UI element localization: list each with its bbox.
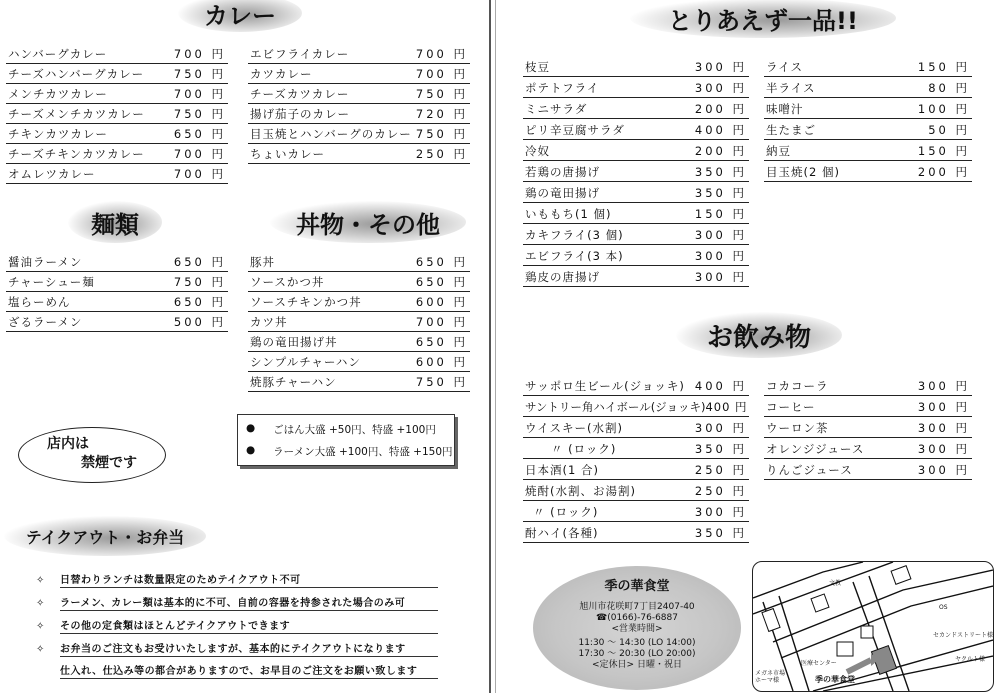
item-price: 400 円 [705, 400, 748, 414]
item-name: ミニサラダ [525, 102, 588, 116]
item-name: チャーシュー麺 [8, 275, 95, 289]
item-name: 焼豚チャーハン [250, 375, 337, 389]
item-price: 150 円 [917, 60, 970, 74]
item-price: 650 円 [415, 335, 468, 349]
takeout-text: 日替わりランチは数量限定のためテイクアウト不可 [60, 575, 301, 586]
item-name: ウイスキー(水割) [525, 421, 624, 435]
menu-row [523, 58, 749, 77]
menu-row [248, 313, 470, 332]
menu-row [764, 163, 972, 182]
item-price: 250 円 [694, 484, 747, 498]
item-name: 枝豆 [525, 60, 550, 74]
menu-row [248, 105, 470, 124]
no-smoking-sign [18, 427, 166, 483]
item-name: 鶏の竜田揚げ丼 [250, 335, 338, 349]
heading-drinks: お飲み物 [676, 312, 842, 358]
menu-row [248, 333, 470, 352]
diamond-icon: ✧ [36, 621, 45, 632]
closed-days: <定休日> 日曜・祝日 [592, 660, 682, 670]
item-price: 100 円 [917, 102, 970, 116]
item-price: 750 円 [415, 375, 468, 389]
item-name: 鶏の竜田揚げ [525, 186, 600, 200]
menu-row [6, 65, 228, 84]
item-name: 日本酒(1 合) [525, 463, 599, 477]
item-price: 150 円 [694, 207, 747, 221]
item-price: 300 円 [694, 505, 747, 519]
item-price: 400 円 [694, 379, 747, 393]
item-name: コーヒー [766, 400, 816, 414]
menu-row [248, 145, 470, 164]
item-name: ポテトフライ [525, 81, 600, 95]
hours-lunch: 11:30 〜 14:30 (LO 14:00) [578, 638, 696, 648]
item-price: 750 円 [173, 275, 226, 289]
menu-row [523, 503, 749, 522]
item-name: チーズカツカレー [250, 87, 350, 101]
item-price: 250 円 [694, 463, 747, 477]
menu-row [523, 226, 749, 245]
building [861, 626, 873, 638]
menu-row [764, 121, 972, 140]
hours-title: <営業時間> [611, 624, 663, 634]
item-name: りんごジュース [766, 463, 853, 477]
takeout-line [36, 571, 301, 586]
menu-row [764, 79, 972, 98]
item-price: 200 円 [694, 144, 747, 158]
item-name: オムレツカレー [8, 167, 96, 181]
takeout-line [36, 594, 405, 609]
item-price: 300 円 [694, 421, 747, 435]
item-name: ピリ辛豆腐サラダ [525, 123, 625, 137]
menu-row [248, 293, 470, 312]
heading-rice-bowls: 丼物・その他 [270, 201, 466, 243]
item-price: 720 円 [415, 107, 468, 121]
no-smoking-line2: 禁煙です [81, 455, 137, 471]
item-price: 600 円 [415, 295, 468, 309]
note-text: ごはん大盛 +50円、特盛 +100円 [273, 424, 436, 436]
item-price: 650 円 [173, 127, 226, 141]
menu-row [523, 268, 749, 287]
menu-row [248, 45, 470, 64]
menu-row [6, 105, 228, 124]
item-name: メンチカツカレー [8, 87, 108, 101]
item-name: 冷奴 [525, 144, 550, 158]
item-name: ハンバーグカレー [8, 47, 108, 61]
item-name: 豚丼 [250, 255, 275, 269]
diamond-icon: ✧ [36, 644, 45, 655]
item-name: コカコーラ [766, 379, 829, 393]
takeout-rule [60, 610, 438, 611]
menu-row [523, 440, 749, 459]
building [837, 642, 853, 656]
item-price: 400 円 [694, 123, 747, 137]
menu-row [523, 100, 749, 119]
map-label-shop: 季の華食堂 [815, 675, 855, 684]
note-line [246, 422, 436, 437]
menu-row [248, 373, 470, 392]
menu-row [248, 253, 470, 272]
menu-row [6, 293, 228, 312]
item-price: 300 円 [694, 249, 747, 263]
map-label-os: OS [939, 604, 948, 611]
heading-appetizers: とりあえず一品!! [630, 0, 896, 38]
item-price: 350 円 [694, 186, 747, 200]
diamond-icon: ✧ [36, 598, 45, 609]
menu-row [6, 125, 228, 144]
menu-row [6, 85, 228, 104]
item-price: 200 円 [917, 165, 970, 179]
item-price: 250 円 [415, 147, 468, 161]
item-name: チーズメンチカツカレー [8, 107, 145, 121]
takeout-text: ラーメン、カレー類は基本的に不可、自前の容器を持参された場合のみ可 [60, 598, 406, 609]
item-name: 醤油ラーメン [8, 255, 83, 269]
menu-row [523, 184, 749, 203]
heading-takeout: テイクアウト・お弁当 [4, 516, 206, 556]
item-price: 150 円 [917, 144, 970, 158]
item-name: シンプルチャーハン [250, 355, 361, 369]
arrow [847, 660, 871, 672]
menu-row [6, 45, 228, 64]
shop-phone: ☎(0166)-76-6887 [596, 613, 678, 623]
item-price: 50 円 [928, 123, 970, 137]
item-name: 鶏皮の唐揚げ [525, 270, 600, 284]
map-label-bunkyo: 文教 [829, 580, 842, 587]
item-price: 700 円 [173, 47, 226, 61]
item-price: 750 円 [415, 87, 468, 101]
menu-row [248, 65, 470, 84]
menu-row [764, 377, 972, 396]
diamond-icon: ✧ [36, 575, 45, 586]
bullet-icon: ● [246, 422, 256, 434]
shop-info-oval [533, 566, 741, 690]
page-divider [489, 0, 491, 693]
item-name: チーズハンバーグカレー [8, 67, 145, 81]
item-price: 300 円 [917, 400, 970, 414]
menu-row [523, 142, 749, 161]
menu-row [764, 58, 972, 77]
item-name: サッポロ生ビール(ジョッキ) [525, 379, 685, 393]
takeout-text: その他の定食類はほとんどテイクアウトできます [60, 621, 291, 632]
shop-name: 季の華食堂 [604, 579, 670, 594]
menu-row [523, 524, 749, 543]
menu-row [523, 121, 749, 140]
page-divider-shadow [495, 0, 496, 693]
building [811, 594, 829, 612]
menu-row [523, 247, 749, 266]
menu-row [523, 419, 749, 438]
note-text: ラーメン大盛 +100円、特盛 +150円 [273, 446, 453, 458]
item-price: 750 円 [415, 127, 468, 141]
item-name: ソースかつ丼 [250, 275, 325, 289]
takeout-rule [60, 656, 438, 657]
road [753, 562, 863, 598]
item-name: エビフライカレー [250, 47, 350, 61]
item-price: 650 円 [173, 255, 226, 269]
bullet-icon: ● [246, 444, 256, 456]
item-price: 700 円 [415, 67, 468, 81]
item-price: 750 円 [173, 107, 226, 121]
menu-row [523, 377, 749, 396]
item-name: 酎ハイ(各種) [525, 526, 599, 540]
item-price: 700 円 [173, 147, 226, 161]
takeout-line [36, 617, 290, 632]
item-price: 700 円 [415, 47, 468, 61]
item-price: 750 円 [173, 67, 226, 81]
item-name: 味噌汁 [766, 102, 804, 116]
menu-row [6, 165, 228, 184]
item-name: 生たまご [766, 123, 816, 137]
takeout-text: 仕入れ、仕込み等の都合がありますので、お早目のご注文をお願い致します [60, 666, 418, 677]
item-price: 500 円 [173, 315, 226, 329]
item-name: 目玉焼とハンバーグのカレー [250, 127, 412, 141]
menu-row [523, 398, 749, 417]
menu-row [764, 461, 972, 480]
building [891, 566, 911, 585]
item-price: 300 円 [917, 379, 970, 393]
menu-row [6, 313, 228, 332]
item-price: 300 円 [917, 421, 970, 435]
menu-row [764, 440, 972, 459]
item-name: オレンジジュース [766, 442, 865, 456]
note-line [246, 444, 453, 459]
item-name: ソースチキンかつ丼 [250, 295, 362, 309]
menu-row [764, 142, 972, 161]
item-name: カツ丼 [250, 315, 288, 329]
item-name: ざるラーメン [8, 315, 83, 329]
item-name: カキフライ(3 個) [525, 228, 624, 242]
menu-row [248, 273, 470, 292]
menu-row [523, 461, 749, 480]
menu-row [764, 398, 972, 417]
item-name: チーズチキンカツカレー [8, 147, 145, 161]
menu-row [6, 253, 228, 272]
item-name: チキンカツカレー [8, 127, 108, 141]
menu-row [6, 273, 228, 292]
menu-row [523, 79, 749, 98]
item-name: 揚げ茄子のカレー [250, 107, 350, 121]
item-price: 300 円 [694, 60, 747, 74]
item-name: カツカレー [250, 67, 313, 81]
map-label-center: 医療センター [801, 660, 837, 667]
item-price: 600 円 [415, 355, 468, 369]
item-name: 〃 (ロック) [551, 442, 617, 456]
shop-address: 旭川市花咲町7丁目2407-40 [579, 602, 695, 612]
location-map [752, 561, 994, 692]
menu-row [764, 419, 972, 438]
menu-row [248, 353, 470, 372]
item-name: 焼酎(水割、お湯割) [525, 484, 636, 498]
no-smoking-line1: 店内は [47, 436, 89, 452]
menu-row [523, 205, 749, 224]
item-name: サントリー角ハイボール(ジョッキ) [525, 400, 706, 414]
item-price: 350 円 [694, 442, 747, 456]
item-price: 300 円 [694, 228, 747, 242]
item-price: 80 円 [928, 81, 970, 95]
menu-row [6, 145, 228, 164]
hours-dinner: 17:30 〜 20:30 (LO 20:00) [578, 649, 696, 659]
takeout-line [36, 662, 417, 677]
item-price: 350 円 [694, 165, 747, 179]
item-name: 塩らーめん [8, 295, 71, 309]
takeout-rule [60, 633, 438, 634]
takeout-rule [60, 587, 438, 588]
item-price: 700 円 [173, 87, 226, 101]
item-price: 300 円 [694, 81, 747, 95]
item-name: 若鶏の唐揚げ [525, 165, 600, 179]
item-price: 700 円 [415, 315, 468, 329]
takeout-text: お弁当のご注文もお受けいたしますが、基本的にテイクアウトになります [60, 644, 406, 655]
item-name: 納豆 [766, 144, 791, 158]
item-price: 700 円 [173, 167, 226, 181]
item-price: 200 円 [694, 102, 747, 116]
menu-row [248, 125, 470, 144]
item-price: 300 円 [694, 270, 747, 284]
item-price: 300 円 [917, 463, 970, 477]
menu-row [523, 482, 749, 501]
menu-row [248, 85, 470, 104]
item-name: いももち(1 個) [525, 207, 612, 221]
upgrade-notes-box [237, 414, 455, 466]
menu-row [523, 163, 749, 182]
map-label-second: セカンドストリート様 [933, 632, 993, 639]
map-label-megane: メガネ市場 ホーマ様 [755, 670, 786, 684]
item-price: 300 円 [917, 442, 970, 456]
item-name: 目玉焼(2 個) [766, 165, 840, 179]
takeout-line [36, 640, 406, 655]
takeout-rule [60, 678, 438, 679]
heading-noodles: 麺類 [68, 201, 162, 243]
menu-row [764, 100, 972, 119]
item-name: ウーロン茶 [766, 421, 829, 435]
item-price: 650 円 [173, 295, 226, 309]
item-name: 〃 (ロック) [533, 505, 599, 519]
map-label-yakult: ヤクルト様 [955, 656, 985, 663]
item-price: 650 円 [415, 275, 468, 289]
item-name: 半ライス [766, 81, 816, 95]
item-price: 350 円 [694, 526, 747, 540]
item-name: ちょいカレー [250, 147, 325, 161]
item-name: ライス [766, 60, 804, 74]
item-price: 650 円 [415, 255, 468, 269]
building [762, 609, 780, 632]
item-name: エビフライ(3 本) [525, 249, 624, 263]
heading-curry: カレー [178, 0, 302, 32]
